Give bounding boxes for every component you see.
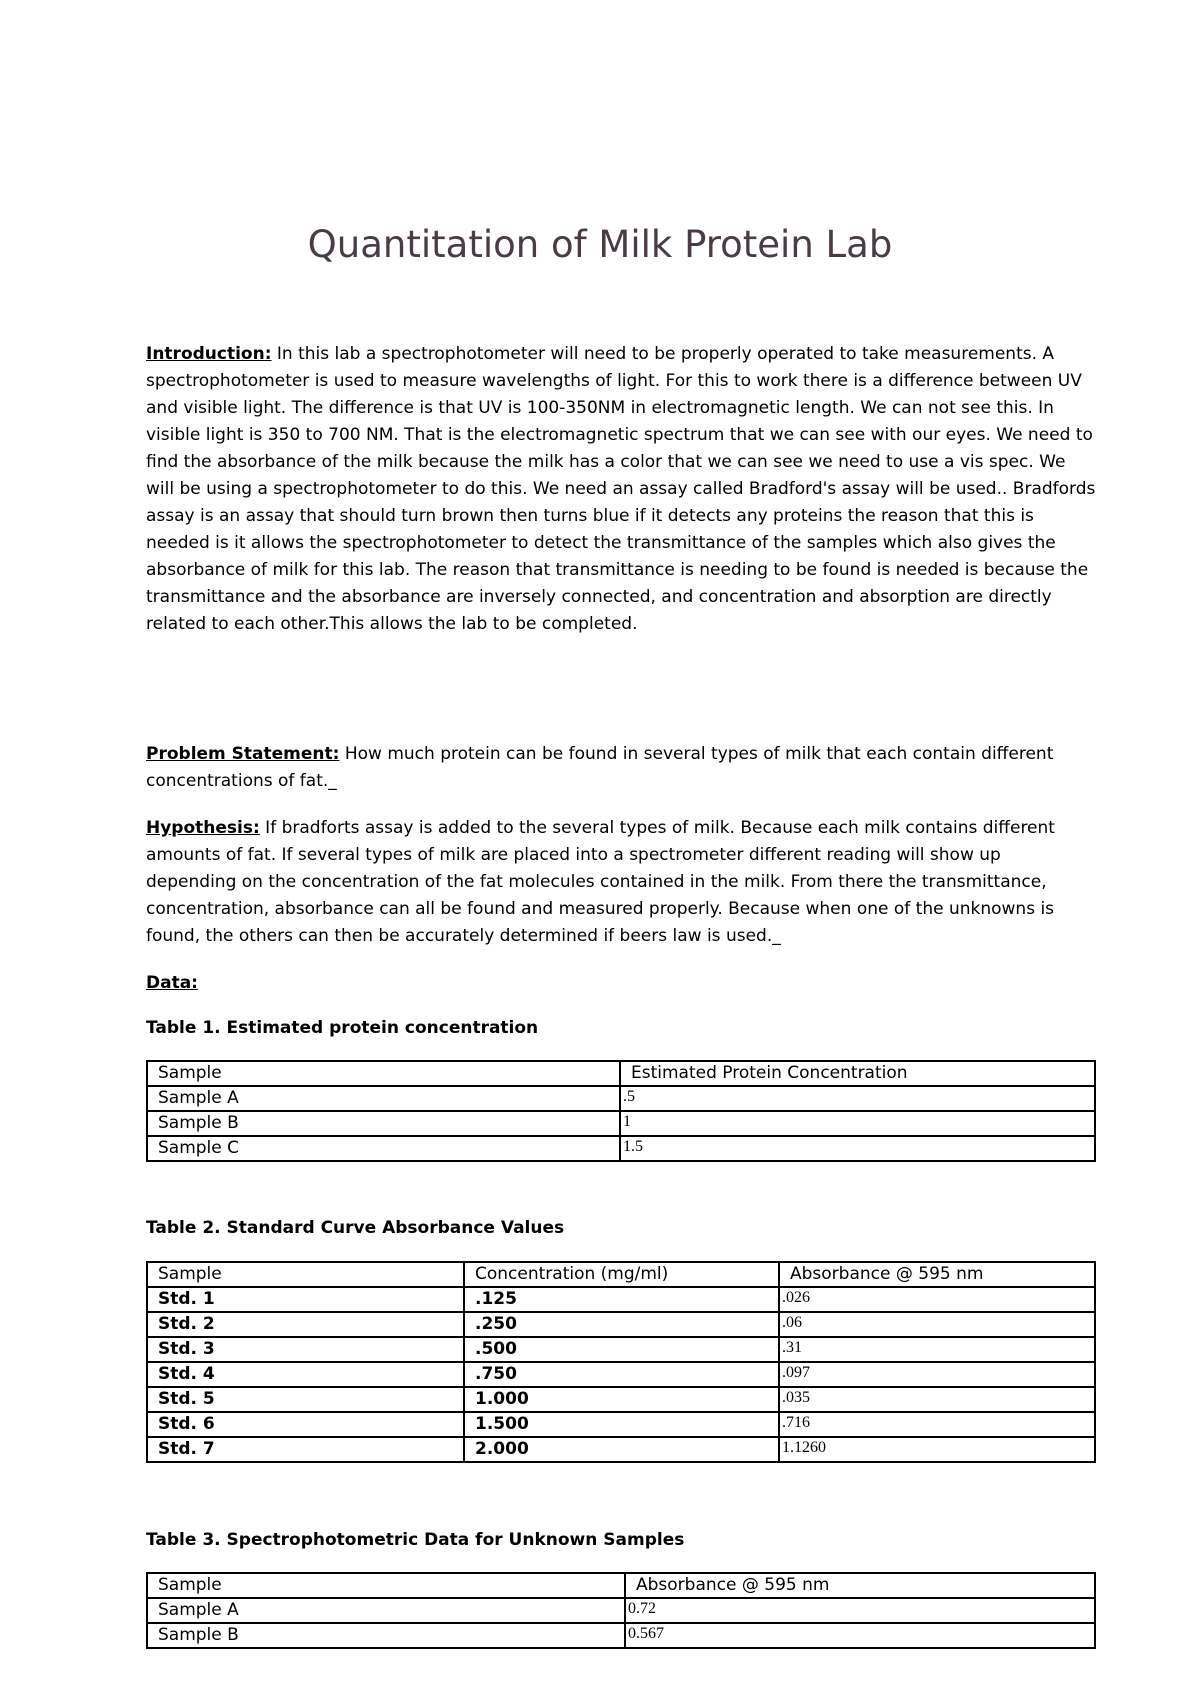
table-cell: 1.000 [464, 1387, 779, 1412]
table-cell: Sample A [147, 1598, 625, 1623]
table2-caption: Table 2. Standard Curve Absorbance Values [146, 1218, 565, 1238]
table-cell: Sample B [147, 1111, 620, 1136]
table-row [147, 1598, 1095, 1623]
table3-caption: Table 3. Spectrophotometric Data for Unknown Samples [146, 1530, 685, 1550]
table-cell: .5 [620, 1086, 1095, 1111]
table-row [147, 1086, 1095, 1111]
table-cell: .250 [464, 1312, 779, 1337]
introduction-label: Introduction: [146, 344, 272, 364]
table-header-cell: Absorbance @ 595 nm [779, 1262, 1095, 1287]
table-row [147, 1111, 1095, 1136]
table-header-cell: Sample [147, 1573, 625, 1598]
table-cell: .31 [779, 1337, 1095, 1362]
table-header-cell: Estimated Protein Concentration [620, 1061, 1095, 1086]
table-cell: .125 [464, 1287, 779, 1312]
table-cell: Std. 3 [147, 1337, 464, 1362]
table-row [147, 1623, 1095, 1648]
table-cell: Std. 6 [147, 1412, 464, 1437]
table-cell: Std. 7 [147, 1437, 464, 1462]
table-cell: Std. 4 [147, 1362, 464, 1387]
table-header-cell: Concentration (mg/ml) [464, 1262, 779, 1287]
table-cell: 1.1260 [779, 1437, 1095, 1462]
data-section [146, 970, 1096, 997]
table-cell: 2.000 [464, 1437, 779, 1462]
table-row [147, 1337, 1095, 1362]
problem-statement-text: How much protein can be found in several types of milk that each contain different concentrations of fat._ [146, 744, 1054, 791]
table-cell: .750 [464, 1362, 779, 1387]
table1-caption: Table 1. Estimated protein concentration [146, 1018, 539, 1038]
table-header-row [147, 1573, 1095, 1598]
table-cell: 1.5 [620, 1136, 1095, 1161]
table-row [147, 1136, 1095, 1161]
table-cell: .716 [779, 1412, 1095, 1437]
introduction-text: In this lab a spectrophotometer will need to be properly operated to take measurements. A spectrophotometer is used to measure wavelengths of light. For this to work there is a difference between UV and visible light. The difference is that UV is 100-350NM in electromagnetic length. We can not see this. In visible light is 350 to 700 NM. That is the electromagnetic spectrum that we can see with our eyes. We need to find the absorbance of the milk because the milk has a color that we can see we need to use a vis spec. We will be using a spectrophotometer to do this. We need an assay called Bradford's assay will be used.. Bradfords assay is an assay that should turn brown then turns blue if it detects any proteins the reason that this is needed is it allows the spectrophotometer to detect the transmittance of the samples which also gives the absorbance of milk for this lab. The reason that transmittance is needing to be found is needed is because the transmittance and the absorbance are inversely connected, and concentration and absorption are directly related to each other.This allows the lab to be completed. [146, 344, 1096, 634]
problem-statement-paragraph [146, 741, 1096, 795]
table-header-row [147, 1262, 1095, 1287]
table2-standard-curve [146, 1261, 1096, 1463]
hypothesis-label: Hypothesis: [146, 818, 260, 838]
table-cell: .06 [779, 1312, 1095, 1337]
table-cell: Std. 2 [147, 1312, 464, 1337]
table-cell: Std. 5 [147, 1387, 464, 1412]
table-cell: 1 [620, 1111, 1095, 1136]
data-label: Data: [146, 973, 198, 993]
introduction-paragraph [146, 341, 1096, 638]
table-cell: 0.567 [625, 1623, 1095, 1648]
page-title: Quantitation of Milk Protein Lab [307, 223, 893, 266]
table-header-cell: Sample [147, 1262, 464, 1287]
table-cell: Sample C [147, 1136, 620, 1161]
table-row [147, 1387, 1095, 1412]
table-cell: Std. 1 [147, 1287, 464, 1312]
table-header-row [147, 1061, 1095, 1086]
table-header-cell: Absorbance @ 595 nm [625, 1573, 1095, 1598]
table-row [147, 1437, 1095, 1462]
table-row [147, 1412, 1095, 1437]
table-cell: Sample A [147, 1086, 620, 1111]
table1-estimated-protein [146, 1060, 1096, 1162]
hypothesis-paragraph [146, 815, 1096, 950]
table-row [147, 1362, 1095, 1387]
table3-unknown-samples [146, 1572, 1096, 1649]
table-cell: 1.500 [464, 1412, 779, 1437]
table-cell: .026 [779, 1287, 1095, 1312]
table-row [147, 1287, 1095, 1312]
table-cell: Sample B [147, 1623, 625, 1648]
hypothesis-text: If bradforts assay is added to the several types of milk. Because each milk contains different amounts of fat. If several types of milk are placed into a spectrometer different reading will show up depending on the concentration of the fat molecules contained in the milk. From there the transmittance, concentration, absorbance can all be found and measured properly. Because when one of the unknowns is found, the others can then be accurately determined if beers law is used._ [146, 818, 1055, 946]
table-cell: 0.72 [625, 1598, 1095, 1623]
table-cell: .035 [779, 1387, 1095, 1412]
table-cell: .097 [779, 1362, 1095, 1387]
table-header-cell: Sample [147, 1061, 620, 1086]
table-cell: .500 [464, 1337, 779, 1362]
table-row [147, 1312, 1095, 1337]
problem-statement-label: Problem Statement: [146, 744, 340, 764]
